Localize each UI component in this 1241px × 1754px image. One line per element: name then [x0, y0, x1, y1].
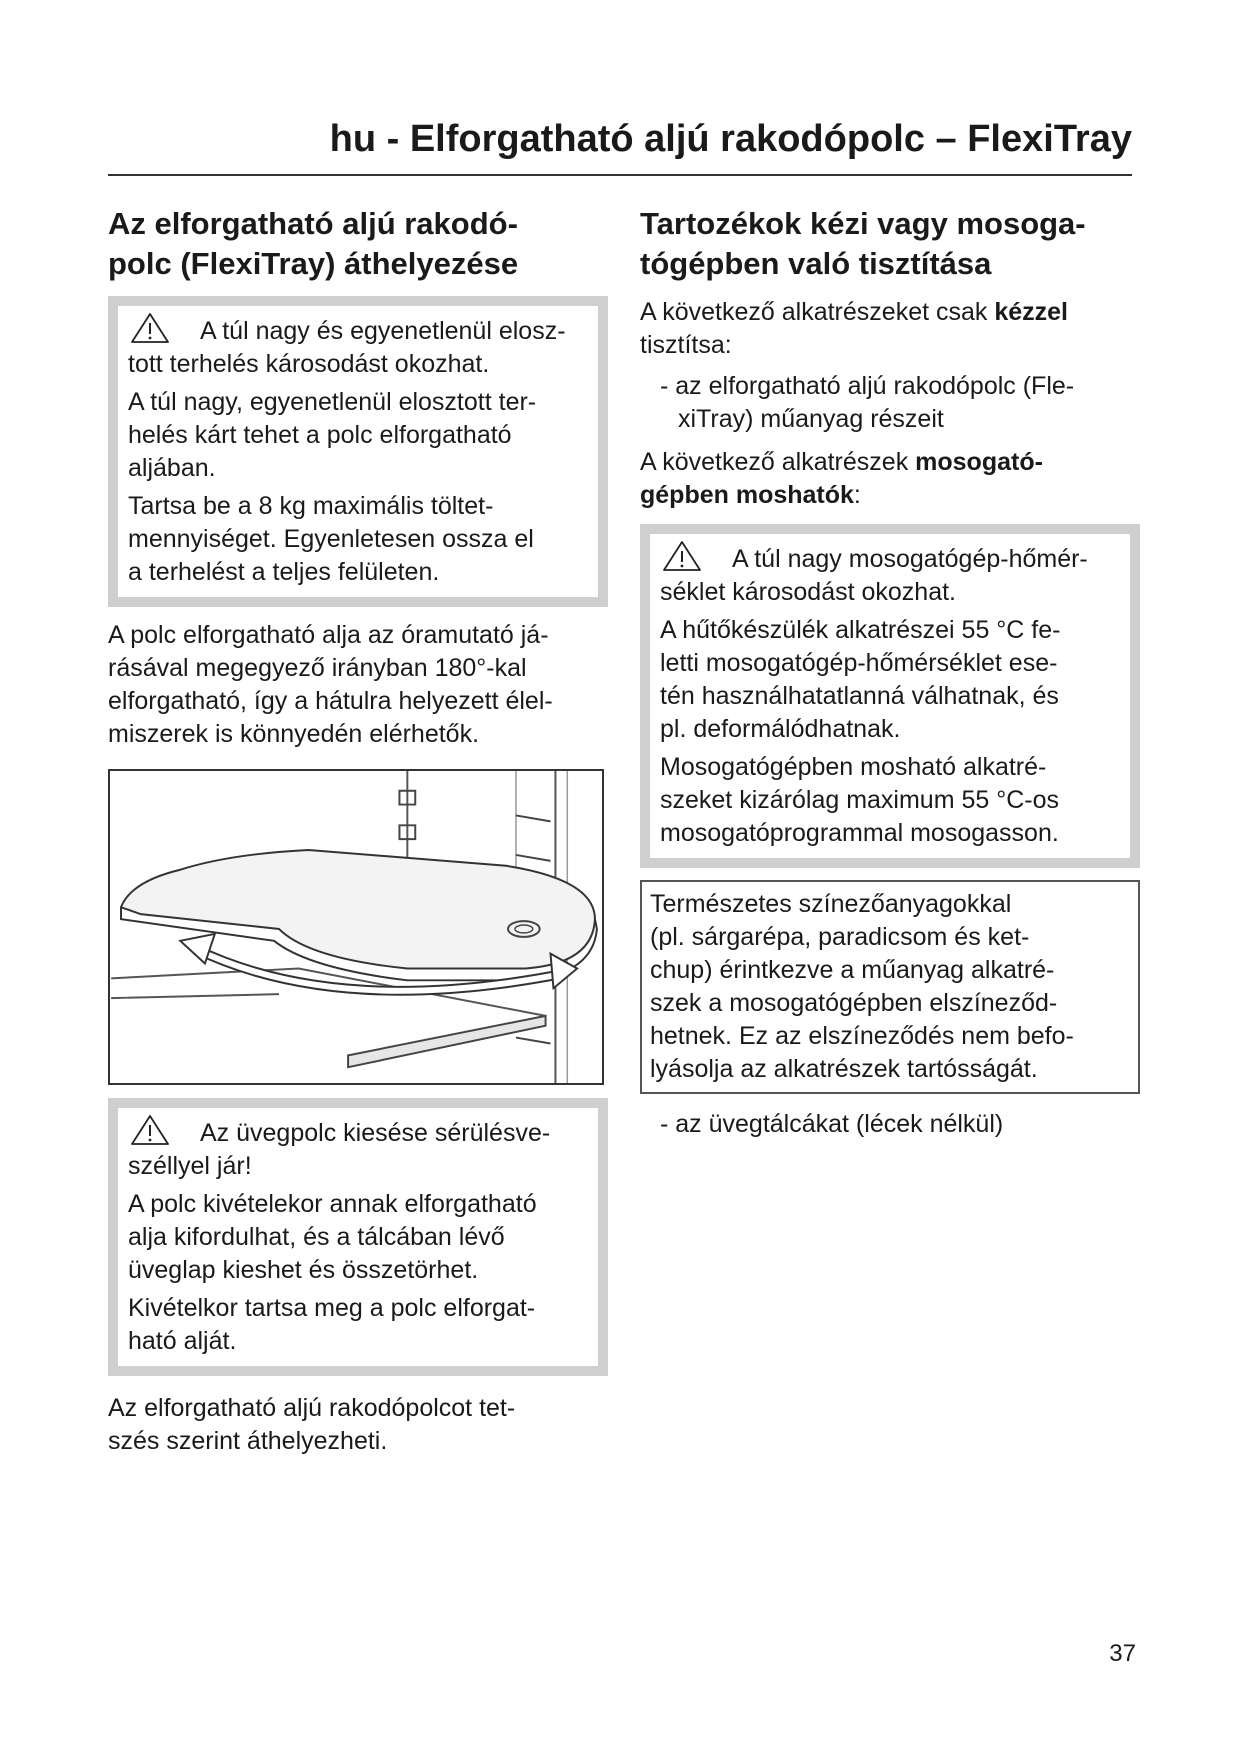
- warning-lead: Az üvegpolc kiesése sérülésve-: [200, 1119, 551, 1147]
- intro-hand-wash: A következő alkatrészeket csak kézzel tisztítsa:: [640, 298, 1069, 359]
- warning-instruction: Tartsa be a 8 kg maximális töltet- mennyiséget. Egyenletesen ossza el a terhelést a teljes felületen.: [128, 492, 534, 586]
- section-heading-cleaning: Tartozékok kézi vagy mosoga- tógépben való tisztítása: [640, 206, 1086, 281]
- section-heading-flexitray: Az elforgatható aljú rakodó- polc (FlexiTray) áthelyezése: [108, 206, 519, 281]
- warning-box-glass: Az üvegpolc kiesése sérülésve- széllyel jár! A polc kivételekor annak elforgatható alja kifordulhat, és a tálcában lévő üveglap kieshet és összetörhet. Kivételkor tartsa meg a polc elforgat- ható alját.: [108, 1098, 608, 1376]
- list-item: - az üvegtálcákat (lécek nélkül): [660, 1110, 1004, 1138]
- header-rule: [108, 174, 1132, 176]
- warning-instruction: Mosogatógépben mosható alkatré- szeket kizárólag maximum 55 °C-os mosogatóprogrammal mosogasson.: [660, 753, 1060, 847]
- warning-lead: A túl nagy mosogatógép-hőmér-: [732, 545, 1088, 573]
- page-title: hu - Elforgatható aljú rakodópolc – FlexiTray: [329, 118, 1132, 160]
- body-paragraph-relocate: Az elforgatható aljú rakodópolcot tet- szés szerint áthelyezheti.: [108, 1394, 516, 1455]
- warning-triangle-icon: [130, 312, 170, 344]
- warning-box-load: A túl nagy és egyenetlenül elosz- tott terhelés károsodást okozhat. A túl nagy, egyenetlenül elosztott ter- helés kárt tehet a polc elforgatható aljában. Tartsa be a 8 kg maximális töltet- mennyiséget. Egyenletesen ossza el a terhelést a teljes felületen.: [108, 296, 608, 607]
- page-number: 37: [1109, 1640, 1136, 1667]
- right-column: [640, 204, 1140, 1141]
- warning-lead: A túl nagy és egyenetlenül elosz-: [200, 317, 566, 345]
- warning-text: A hűtőkészülék alkatrészei 55 °C fe- letti mosogatógép-hőmérséklet ese- tén használhatatlanná válhatnak, és pl. deformálódhatnak.: [660, 616, 1061, 743]
- warning-instruction: Kivételkor tartsa meg a polc elforgat- ható alját.: [128, 1294, 536, 1355]
- intro-dishwasher: A következő alkatrészek mosogató- gépben moshatók:: [640, 448, 1043, 509]
- note-box-discoloration: Természetes színezőanyagokkal (pl. sárgarépa, paradicsom és ket- chup) érintkezve a műanyag alkatré- szek a mosogatógépben elszíneződ- hetnek. Ez az elszíneződés nem befo- lyásolja az alkatrészek tartósságát.: [640, 880, 1140, 1094]
- warning-triangle-icon: [130, 1114, 170, 1146]
- warning-text: A túl nagy, egyenetlenül elosztott ter- helés kárt tehet a polc elforgatható aljában.: [128, 388, 537, 482]
- body-paragraph-rotation: A polc elforgatható alja az óramutató já- rásával megegyező irányban 180°-kal elforgatható, így a hátulra helyezett élel- miszerek is könnyedén elérhetők.: [108, 621, 553, 748]
- left-column: [108, 204, 608, 1458]
- warning-triangle-icon: [662, 540, 702, 572]
- warning-text: A polc kivételekor annak elforgatható alja kifordulhat, és a tálcában lévő üveglap kieshet és összetörhet.: [128, 1190, 537, 1284]
- warning-box-temperature: A túl nagy mosogatógép-hőmér- séklet károsodást okozhat. A hűtőkészülék alkatrészei 55 °C fe- letti mosogatógép-hőmérséklet ese- tén használhatatlanná válhatnak, és pl. deformálódhatnak. Mosogatógépben mosható alkatré- szeket kizárólag maximum 55 °C-os mosogatóprogrammal mosogasson.: [640, 524, 1140, 868]
- flexitray-illustration: [108, 769, 604, 1085]
- list-item: - az elforgatható aljú rakodópolc (Fle- xiTray) műanyag részeit: [660, 372, 1075, 433]
